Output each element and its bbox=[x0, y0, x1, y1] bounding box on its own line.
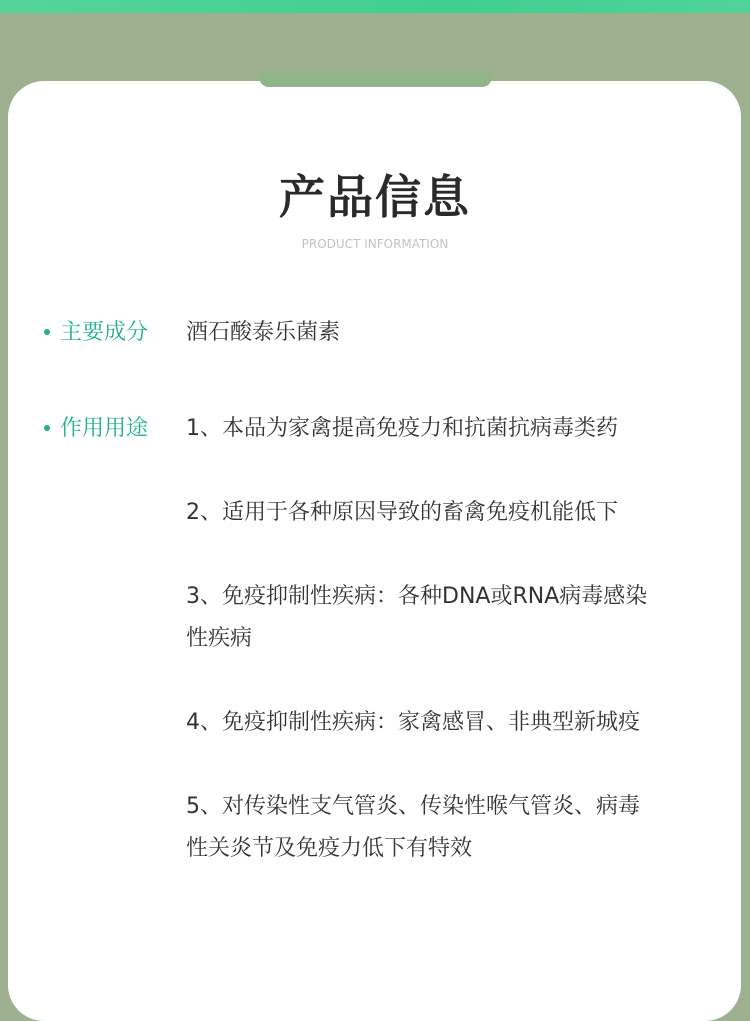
usage-item-4 bbox=[186, 702, 686, 744]
ingredient-label bbox=[44, 318, 148, 348]
ingredient-value bbox=[186, 312, 686, 354]
top-strip bbox=[0, 0, 750, 13]
page-title: 产品信息 bbox=[279, 170, 471, 224]
usage-item-1 bbox=[186, 408, 686, 450]
ingredient-label-text: 主要成分 bbox=[60, 320, 149, 345]
usage-item-3 bbox=[186, 576, 686, 660]
usage-item-line: 2、适用于各种原因导致的畜禽免疫机能低下 bbox=[186, 500, 618, 525]
usage-item-line: 性关炎节及免疫力低下有特效 bbox=[186, 836, 473, 861]
usage-item-line: 3、免疫抑制性疾病：各种DNA或RNA病毒感染 bbox=[186, 584, 648, 609]
usage-item-line: 4、免疫抑制性疾病：家禽感冒、非典型新城疫 bbox=[186, 710, 640, 735]
bullet-dot-icon bbox=[44, 425, 50, 431]
usage-label-text: 作用用途 bbox=[60, 416, 149, 441]
usage-item-2 bbox=[186, 492, 686, 534]
page-subtitle: PRODUCT INFORMATION bbox=[301, 237, 449, 251]
tab-bar bbox=[259, 73, 492, 87]
usage-item-5 bbox=[186, 786, 686, 870]
usage-label bbox=[44, 414, 148, 444]
usage-item-line: 性疾病 bbox=[186, 626, 253, 651]
usage-item-line: 1、本品为家禽提高免疫力和抗菌抗病毒类药 bbox=[186, 416, 618, 441]
ingredient-value-text: 酒石酸泰乐菌素 bbox=[186, 320, 341, 345]
bullet-dot-icon bbox=[44, 329, 50, 335]
usage-item-line: 5、对传染性支气管炎、传染性喉气管炎、病毒 bbox=[186, 794, 640, 819]
